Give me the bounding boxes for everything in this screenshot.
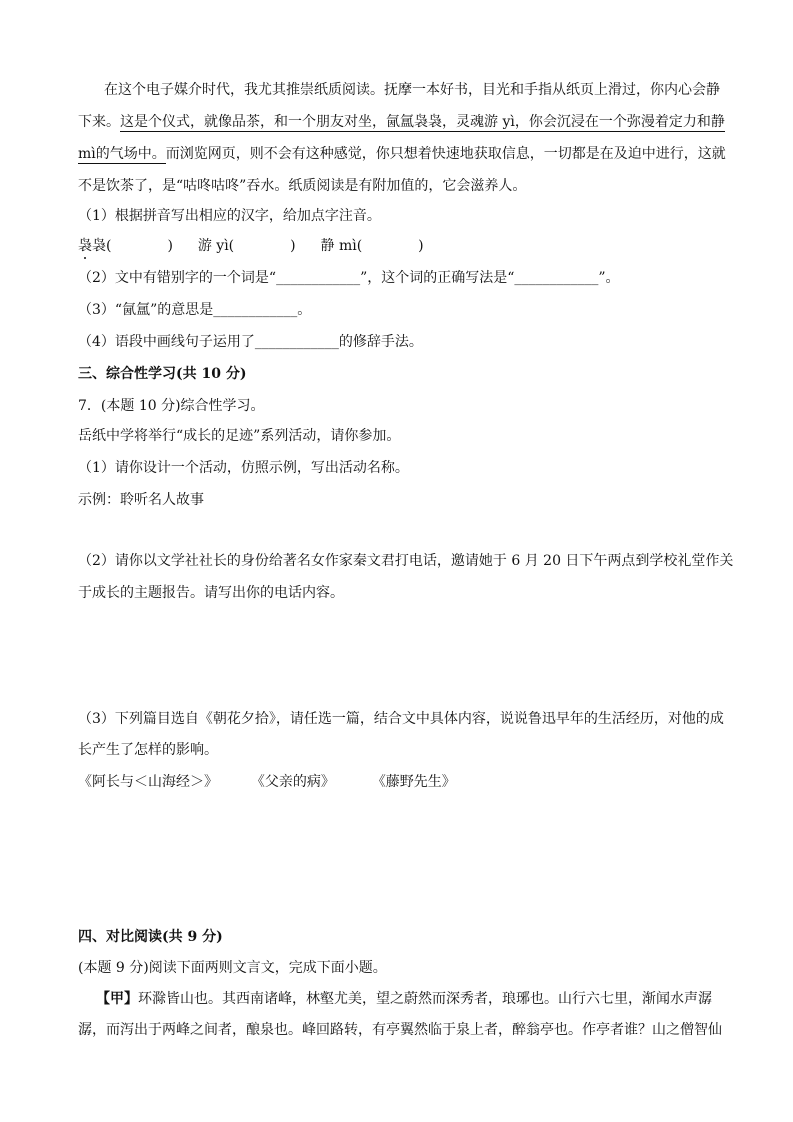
question-4: （4）语段中画线句子运用了____________的修辞手法。	[78, 334, 423, 350]
section-4-heading: 四、对比阅读(共 9 分)	[78, 929, 223, 945]
answer-blank-3: 静 mì( )	[320, 238, 424, 254]
answer-blank-2: 游 yì( )	[197, 238, 296, 254]
underlined-sentence-part-1: 这是个仪式，就像品茶，和一个朋友对坐，氤氲袅袅，灵魂游 yì，你会沉浸在一个弥漫着定力和静	[120, 114, 725, 130]
question-7-part-2-line-1: （2）请你以文学社社长的身份给著名女作家秦文君打电话，邀请她于 6 月 20 日下午两点到学校礼堂作关	[78, 553, 734, 569]
passage-line-3-rest: 而浏览网页，则不会有这种感觉，你只想着快速地获取信息，一切都是在及迫中进行，这就	[165, 146, 726, 162]
passage-line-3	[78, 144, 726, 164]
question-7-intro: 岳纸中学将举行“成长的足迹”系列活动，请你参加。	[78, 428, 401, 444]
question-1-answers	[78, 236, 424, 256]
dotted-char: 袅	[78, 238, 92, 254]
question-7-title: 7．(本题 10 分)综合性学习。	[78, 398, 265, 414]
question-7-part-2-line-2: 于成长的主题报告。请写出你的电话内容。	[78, 585, 344, 601]
underlined-sentence-part-2: mì的气场中。	[78, 146, 166, 162]
classical-text-line-2: 潺，而泻出于两峰之间者，酿泉也。峰回路转，有亭翼然临于泉上者，醉翁亭也。作亭者谁？山之僧智仙	[78, 1022, 722, 1038]
classical-text-line-1	[96, 989, 712, 1009]
passage-line-2	[78, 112, 725, 132]
question-1: （1）根据拼音写出相应的汉字，给加点字注音。	[78, 208, 381, 224]
question-2: （2）文中有错别字的一个词是“____________”，这个词的正确写法是“____________”。	[78, 270, 620, 286]
question-3: （3）“氤氲”的意思是____________。	[78, 302, 312, 318]
passage-line-1: 在这个电子媒介时代，我尤其推崇纸质阅读。抚摩一本好书，目光和手指从纸页上滑过，你内心会静	[104, 82, 720, 98]
passage-line-4: 不是饮茶了，是“咕咚咕咚”吞水。纸质阅读是有附加值的，它会滋养人。	[78, 178, 527, 194]
passage-line-2-start: 下来。	[78, 114, 120, 130]
work-title-1: 《阿长与＜山海经＞》	[78, 774, 218, 790]
text-label-jia: 【甲】	[96, 991, 138, 1007]
question-7-part-3-line-2: 长产生了怎样的影响。	[78, 742, 218, 758]
work-title-3: 《藤野先生》	[371, 774, 456, 790]
work-title-2: 《父亲的病》	[250, 774, 335, 790]
question-7-part-3-line-1: （3）下列篇目选自《朝花夕拾》，请任选一篇，结合文中具体内容，说说鲁迅早年的生活经历，对他的成	[78, 711, 724, 727]
classical-text-line-1-body: 环滁皆山也。其西南诸峰，林壑尤美，望之蔚然而深秀者，琅琊也。山行六七里，渐闻水声潺	[138, 991, 712, 1007]
section-4-intro: (本题 9 分)阅读下面两则文言文，完成下面小题。	[78, 960, 387, 976]
work-titles	[78, 772, 456, 792]
section-3-heading: 三、综合性学习(共 10 分)	[78, 366, 247, 382]
question-7-part-1: （1）请你设计一个活动，仿照示例，写出活动名称。	[78, 460, 409, 476]
question-7-example: 示例：聆听名人故事	[78, 492, 204, 508]
answer-blank-1: 袅( )	[92, 238, 173, 254]
